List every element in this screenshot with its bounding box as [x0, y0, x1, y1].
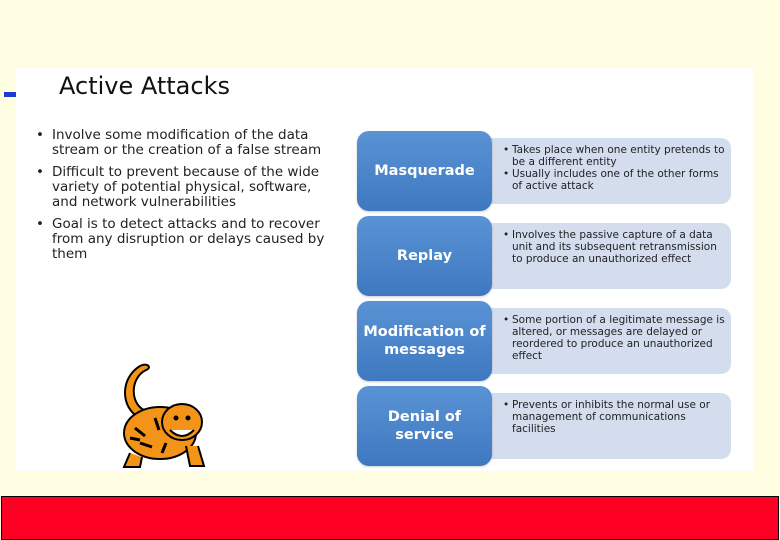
slide-image	[16, 68, 753, 471]
footer-bar	[1, 496, 779, 540]
attack-label: Replay	[357, 216, 492, 296]
attack-row-modification	[357, 301, 733, 381]
attack-description	[477, 138, 731, 204]
bullet-item: • Goal is to detect attacks and to recover from any disruption or delays caused by them	[36, 217, 336, 262]
bullet-list	[36, 128, 336, 269]
attack-point: • Some portion of a legitimate message is altered, or messages are delayed or reordered to produce an unauthorized effect	[503, 314, 725, 362]
attack-point: • Takes place when one entity pretends to be a different entity	[503, 144, 725, 168]
attack-label: Denial of service	[357, 386, 492, 466]
attack-row-dos	[357, 386, 733, 466]
attack-row-masquerade	[357, 131, 733, 211]
attack-description	[477, 393, 731, 459]
attack-point: • Usually includes one of the other forms of active attack	[503, 168, 725, 192]
attack-row-replay	[357, 216, 733, 296]
attack-description	[477, 308, 731, 374]
bullet-item: • Difficult to prevent because of the wide variety of potential physical, software, and network vulnerabilities	[36, 165, 336, 210]
attack-label: Masquerade	[357, 131, 492, 211]
bullet-item: • Involve some modification of the data stream or the creation of a false stream	[36, 128, 336, 158]
attack-point: • Involves the passive capture of a data unit and its subsequent retransmission to produce an unauthorized effect	[503, 229, 725, 265]
tiger-illustration	[100, 358, 210, 470]
attack-point: • Prevents or inhibits the normal use or management of communications facilities	[503, 399, 725, 435]
attack-label: Modification of messages	[357, 301, 492, 381]
accent-bar	[4, 92, 16, 97]
attack-description	[477, 223, 731, 289]
slide-title: Active Attacks	[59, 72, 230, 100]
